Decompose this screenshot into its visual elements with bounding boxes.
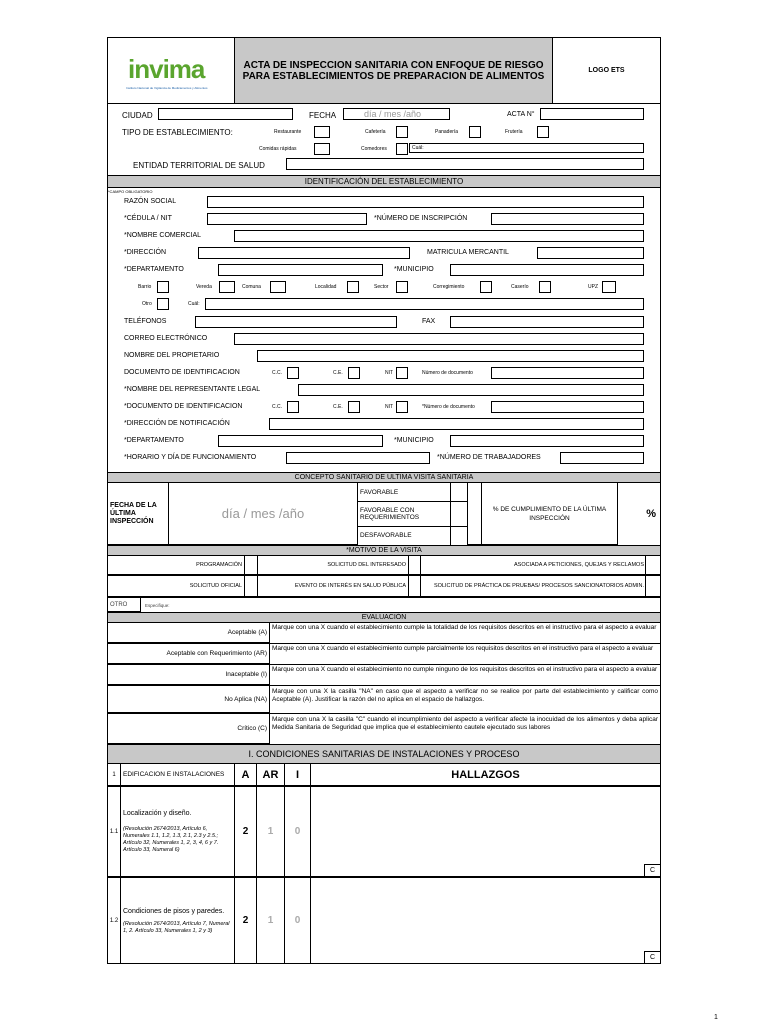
invima-logo: [108, 38, 235, 103]
ce-label: C.E.: [333, 370, 343, 376]
eval-row: [108, 665, 660, 686]
nit-checkbox[interactable]: [396, 367, 408, 379]
num-doc2-label: *Número de documento: [422, 404, 475, 410]
fecha-label: FECHA: [309, 111, 337, 120]
correo-label: CORREO ELECTRÓNICO: [124, 335, 208, 342]
col-ar-header: AR: [257, 764, 285, 786]
corregimiento-checkbox[interactable]: [480, 281, 492, 293]
concepto-spacer: [468, 483, 482, 545]
eval-text: Marque con una X cuando el establecimiento no cumple ninguno de los requisitos descritos en el instructivo para el aspecto a evaluar: [272, 666, 658, 673]
cual-ident-field[interactable]: [205, 298, 644, 310]
nombre-com-label: *NOMBRE COMERCIAL: [124, 232, 202, 239]
nit2-checkbox[interactable]: [396, 401, 408, 413]
form-header: [108, 38, 660, 104]
cumplimiento-pct[interactable]: %: [646, 508, 656, 520]
motivo-row-1: [108, 556, 660, 576]
upz-label: UPZ: [588, 284, 598, 290]
cual-ident-label: Cuál:: [188, 301, 200, 307]
fecha-ultima-label: FECHA DE LA ÚLTIMA INSPECCIÓN: [108, 483, 169, 545]
solicitud-of-checkbox[interactable]: [245, 576, 258, 597]
ce2-label: C.E.: [333, 404, 343, 410]
col-a-header: A: [235, 764, 257, 786]
caserio-checkbox[interactable]: [539, 281, 551, 293]
item-a-score[interactable]: 2: [235, 878, 257, 963]
cumplimiento-label: % DE CUMPLIMIENTO DE LA ÚLTIMA INSPECCIÓN: [482, 483, 618, 545]
ciudad-label: CIUDAD: [122, 111, 153, 120]
localidad-checkbox[interactable]: [347, 281, 359, 293]
solicitud-pract-checkbox[interactable]: [646, 576, 660, 597]
item-a-score[interactable]: 2: [235, 787, 257, 877]
correo-field[interactable]: [234, 333, 644, 345]
comedores-checkbox[interactable]: [396, 143, 408, 155]
programacion-label: PROGRAMACIÓN: [108, 556, 245, 575]
municipio-label: *MUNICIPIO: [394, 266, 434, 273]
tipo-label: TIPO DE ESTABLECIMIENTO:: [122, 128, 233, 137]
hallazgos-header: HALLAZGOS: [311, 764, 660, 786]
vereda-checkbox[interactable]: [219, 281, 235, 293]
caserio-label: Caserío: [511, 284, 529, 290]
solicitud-int-label: SOLICITUD DEL INTERESADO: [258, 556, 409, 575]
eval-row: [108, 714, 660, 745]
otro-checkbox[interactable]: [157, 298, 169, 310]
programacion-checkbox[interactable]: [245, 556, 258, 575]
ident-section-bar: IDENTIFICACIÓN DEL ESTABLECIMIENTO: [108, 176, 660, 188]
num-doc-label: Número de documento: [422, 370, 473, 376]
barrio-label: Barrio: [138, 284, 152, 290]
sector-label: Sector: [374, 284, 389, 290]
solicitud-int-checkbox[interactable]: [409, 556, 421, 575]
depto2-label: *DEPARTAMENTO: [124, 437, 184, 444]
evaluacion-rows: [108, 623, 660, 745]
rep-legal-field[interactable]: [298, 384, 644, 396]
corregimiento-label: Corregimiento: [433, 284, 465, 290]
direccion-field[interactable]: [198, 247, 410, 259]
eval-row: [108, 644, 660, 665]
fecha-ultima-field[interactable]: día / mes /año: [169, 483, 358, 545]
fecha-field[interactable]: día / mes /año: [343, 108, 450, 120]
item-i-score[interactable]: 0: [285, 878, 311, 963]
eval-text: Marque con una X la casilla "C" cuando el incumplimiento del aspecto a verificar afecte la inocuidad de los alimentos y deba aplicar Medida Sanitaria de Seguridad que implica que el establecimiento cautele ejecutado sus labores: [272, 716, 658, 731]
propietario-label: NOMBRE DEL PROPIETARIO: [124, 352, 220, 359]
eval-row: [108, 623, 660, 644]
item-ar-score[interactable]: 1: [257, 787, 285, 877]
num-doc2-field[interactable]: [491, 401, 644, 413]
eval-label: Aceptable (A): [108, 623, 270, 643]
comuna-label: Comuna: [242, 284, 261, 290]
item-hallazgos-field[interactable]: [311, 878, 660, 963]
eval-text: Marque con una X cuando el establecimiento cumple parcialmente los requisitos descritos en el instructivo para el aspecto a evaluar: [272, 645, 654, 652]
logo-subtitle: Instituto Nacional de Vigilancia de Medicamentos y Alimentos: [126, 86, 208, 90]
fruteria-label: Frutería: [505, 129, 523, 135]
nit2-label: NIT: [385, 404, 394, 410]
cc-label: C.C.: [272, 370, 282, 376]
especifique-field[interactable]: Especifique:: [145, 602, 170, 608]
depto2-field[interactable]: [218, 435, 383, 447]
fax-field[interactable]: [450, 316, 644, 328]
barrio-checkbox[interactable]: [157, 281, 169, 293]
eval-row: [108, 686, 660, 714]
item-number: 1.2: [108, 878, 121, 963]
telefonos-field[interactable]: [195, 316, 397, 328]
ce-checkbox[interactable]: [348, 367, 360, 379]
trabajadores-label: *NÚMERO DE TRABAJADORES: [437, 454, 541, 461]
doc-ident-label: DOCUMENTO DE IDENTIFICACION: [124, 369, 240, 376]
inscripcion-label: *NÚMERO DE INSCRIPCIÓN: [374, 215, 468, 222]
cc2-checkbox[interactable]: [287, 401, 299, 413]
item-number: 1.1: [108, 787, 121, 877]
favorable-req-row: [358, 502, 467, 527]
item-reference: (Resolución 2674/2013, Artículo 7, Numeral 1, 2. Artículo 33, Numerales 1, 2 y 3): [123, 920, 230, 934]
item-hallazgos-field[interactable]: [311, 787, 660, 877]
matricula-field[interactable]: [537, 247, 644, 259]
evento-label: EVENTO DE INTERÉS EN SALUD PÚBLICA: [258, 576, 409, 597]
acta-label: ACTA N°: [507, 111, 535, 118]
favorable-req-label: FAVORABLE CON REQUERIMIENTOS: [358, 502, 451, 526]
telefonos-label: TELÉFONOS: [124, 318, 167, 325]
razon-label: RAZÓN SOCIAL: [124, 198, 177, 205]
eval-label: Crítico (C): [108, 714, 270, 744]
entidad-label: ENTIDAD TERRITORIAL DE SALUD: [133, 161, 265, 170]
horario-label: *HORARIO Y DÍA DE FUNCIONAMIENTO: [124, 454, 257, 461]
concepto-options: [358, 483, 468, 545]
item-row: [108, 787, 660, 878]
acta-field[interactable]: [540, 108, 644, 120]
nit-label: NIT: [385, 370, 394, 376]
eval-label: No Aplica (NA): [108, 686, 270, 713]
upz-checkbox[interactable]: [602, 281, 616, 293]
vereda-label: Vereda: [196, 284, 212, 290]
form-title: ACTA DE INSPECCION SANITARIA CON ENFOQUE DE RIESGO PARA ESTABLECIMIENTOS DE PREPARACION DE ALIMENTOS: [235, 38, 553, 103]
ciudad-field[interactable]: [158, 108, 293, 120]
desfavorable-row: [358, 527, 467, 545]
cual-label: Cuál:: [412, 145, 424, 151]
concepto-section-bar: CONCEPTO SANITARIO DE ULTIMA VISITA SANITARIA: [108, 473, 660, 483]
municipio-field[interactable]: [450, 264, 644, 276]
fruteria-checkbox[interactable]: [537, 126, 549, 138]
cual-field[interactable]: [409, 143, 644, 153]
dir-notif-label: *DIRECCIÓN DE NOTIFICACIÓN: [124, 420, 230, 427]
item-title: Condiciones de pisos y paredes.: [123, 907, 225, 915]
rep-legal-label: *NOMBRE DEL REPRESENTANTE LEGAL: [124, 386, 261, 393]
logo-text: invima: [128, 54, 205, 84]
item-i-score[interactable]: 0: [285, 787, 311, 877]
top-info-section: [108, 104, 660, 176]
entidad-field[interactable]: [286, 158, 644, 170]
comidas-checkbox[interactable]: [314, 143, 330, 155]
ident-section: [108, 188, 660, 473]
solicitud-pract-label: SOLICITUD DE PRÁCTICA DE PRUEBAS/ PROCESOS SANCIONATORIOS ADMIN.: [421, 576, 646, 597]
inscripcion-field[interactable]: [491, 213, 644, 225]
cedula-field[interactable]: [207, 213, 367, 225]
asociada-label: ASOCIADA A PETICIONES, QUEJAS Y RECLAMOS: [421, 556, 646, 575]
sector-checkbox[interactable]: [396, 281, 408, 293]
comedores-label: Comedores: [361, 146, 387, 152]
item-desc: [121, 878, 235, 963]
eval-text: Marque con una X la casilla "NA" en caso que el aspecto a verificar no se realice por parte del establecimiento y calificar como Aceptable (A). Justificar la razón del no aplica en el espacio de hallazgos.: [272, 688, 658, 703]
concepto-section: [108, 483, 660, 546]
item-desc: [121, 787, 235, 877]
depto-field[interactable]: [218, 264, 383, 276]
item-title: Localización y diseño.: [123, 809, 192, 817]
motivo-section-bar: *MOTIVO DE LA VISITA: [108, 546, 660, 556]
logo-ets: LOGO ETS: [588, 67, 625, 74]
item-row: [108, 878, 660, 963]
municipio2-label: *MUNICIPIO: [394, 437, 434, 444]
evento-checkbox[interactable]: [409, 576, 421, 597]
cc2-label: C.C.: [272, 404, 282, 410]
horario-field[interactable]: [286, 452, 430, 464]
restaurante-label: Restaurante: [274, 129, 302, 135]
motivo-row-otro: [108, 598, 660, 613]
critico-checkbox[interactable]: C: [644, 864, 660, 876]
municipio2-field[interactable]: [450, 435, 644, 447]
obligatorio-note: *CAMPO OBLIGATORIO: [108, 189, 153, 194]
item-reference: (Resolución 2674/2013, Artículo 6, Numerales 1.1, 1.2, 1.3, 2.1, 2.3 y 2.5.; Artículo 32, Numerales 1, 2, 3, 4, 6 y 7. Artículo 33, Numeral 6): [123, 825, 219, 853]
comidas-label: Comidas rápidas: [259, 146, 297, 152]
cedula-label: *CÉDULA / NIT: [124, 215, 172, 222]
cafeteria-checkbox[interactable]: [396, 126, 408, 138]
nombre-com-field[interactable]: [234, 230, 644, 242]
solicitud-of-label: SOLICITUD OFICIAL: [108, 576, 245, 597]
localidad-label: Localidad: [315, 284, 337, 290]
ce2-checkbox[interactable]: [348, 401, 360, 413]
razon-field[interactable]: [207, 196, 644, 208]
form-frame: [107, 37, 661, 964]
otro-label: Otro: [142, 301, 152, 307]
comuna-checkbox[interactable]: [270, 281, 286, 293]
section-number: 1: [108, 764, 121, 786]
dir-notif-field[interactable]: [269, 418, 644, 430]
restaurante-checkbox[interactable]: [314, 126, 330, 138]
motivo-row-2: [108, 576, 660, 598]
doc-ident2-label: *DOCUMENTO DE IDENTIFICACION: [124, 403, 243, 410]
panaderia-checkbox[interactable]: [469, 126, 481, 138]
matricula-label: MATRICULA MERCANTIL: [427, 249, 509, 256]
desfavorable-checkbox[interactable]: [451, 527, 467, 545]
cc-checkbox[interactable]: [287, 367, 299, 379]
num-doc-field[interactable]: [491, 367, 644, 379]
favorable-label: FAVORABLE: [358, 483, 451, 501]
favorable-row: [358, 483, 467, 502]
critico-checkbox[interactable]: C: [644, 951, 660, 963]
fax-label: FAX: [422, 318, 436, 325]
favorable-req-checkbox[interactable]: [451, 502, 467, 526]
favorable-checkbox[interactable]: [451, 483, 467, 501]
direccion-label: *DIRECCIÓN: [124, 249, 167, 256]
otro-motivo-label: OTRO: [108, 598, 141, 612]
asociada-checkbox[interactable]: [646, 556, 660, 575]
eval-text: Marque con una X cuando el establecimiento cumple la totalidad de los requisitos descritos en el instructivo para el aspecto a evaluar: [272, 624, 657, 631]
eval-label: Inaceptable (I): [108, 665, 270, 685]
trabajadores-field[interactable]: [560, 452, 644, 464]
page-number: 1: [714, 1014, 718, 1021]
evaluacion-section-bar: EVALUACIÓN: [108, 613, 660, 623]
item-ar-score[interactable]: 1: [257, 878, 285, 963]
condiciones-header: [108, 764, 660, 787]
eval-label: Aceptable con Requerimiento (AR): [108, 644, 270, 664]
depto-label: *DEPARTAMENTO: [124, 266, 184, 273]
panaderia-label: Panadería: [435, 129, 459, 135]
desfavorable-label: DESFAVORABLE: [358, 527, 451, 545]
propietario-field[interactable]: [257, 350, 644, 362]
col-i-header: I: [285, 764, 311, 786]
section-title: EDIFICACION E INSTALACIONES: [121, 764, 235, 786]
condiciones-section-bar: I. CONDICIONES SANITARIAS DE INSTALACIONES Y PROCESO: [108, 745, 660, 764]
cafeteria-label: Cafetería: [365, 129, 386, 135]
